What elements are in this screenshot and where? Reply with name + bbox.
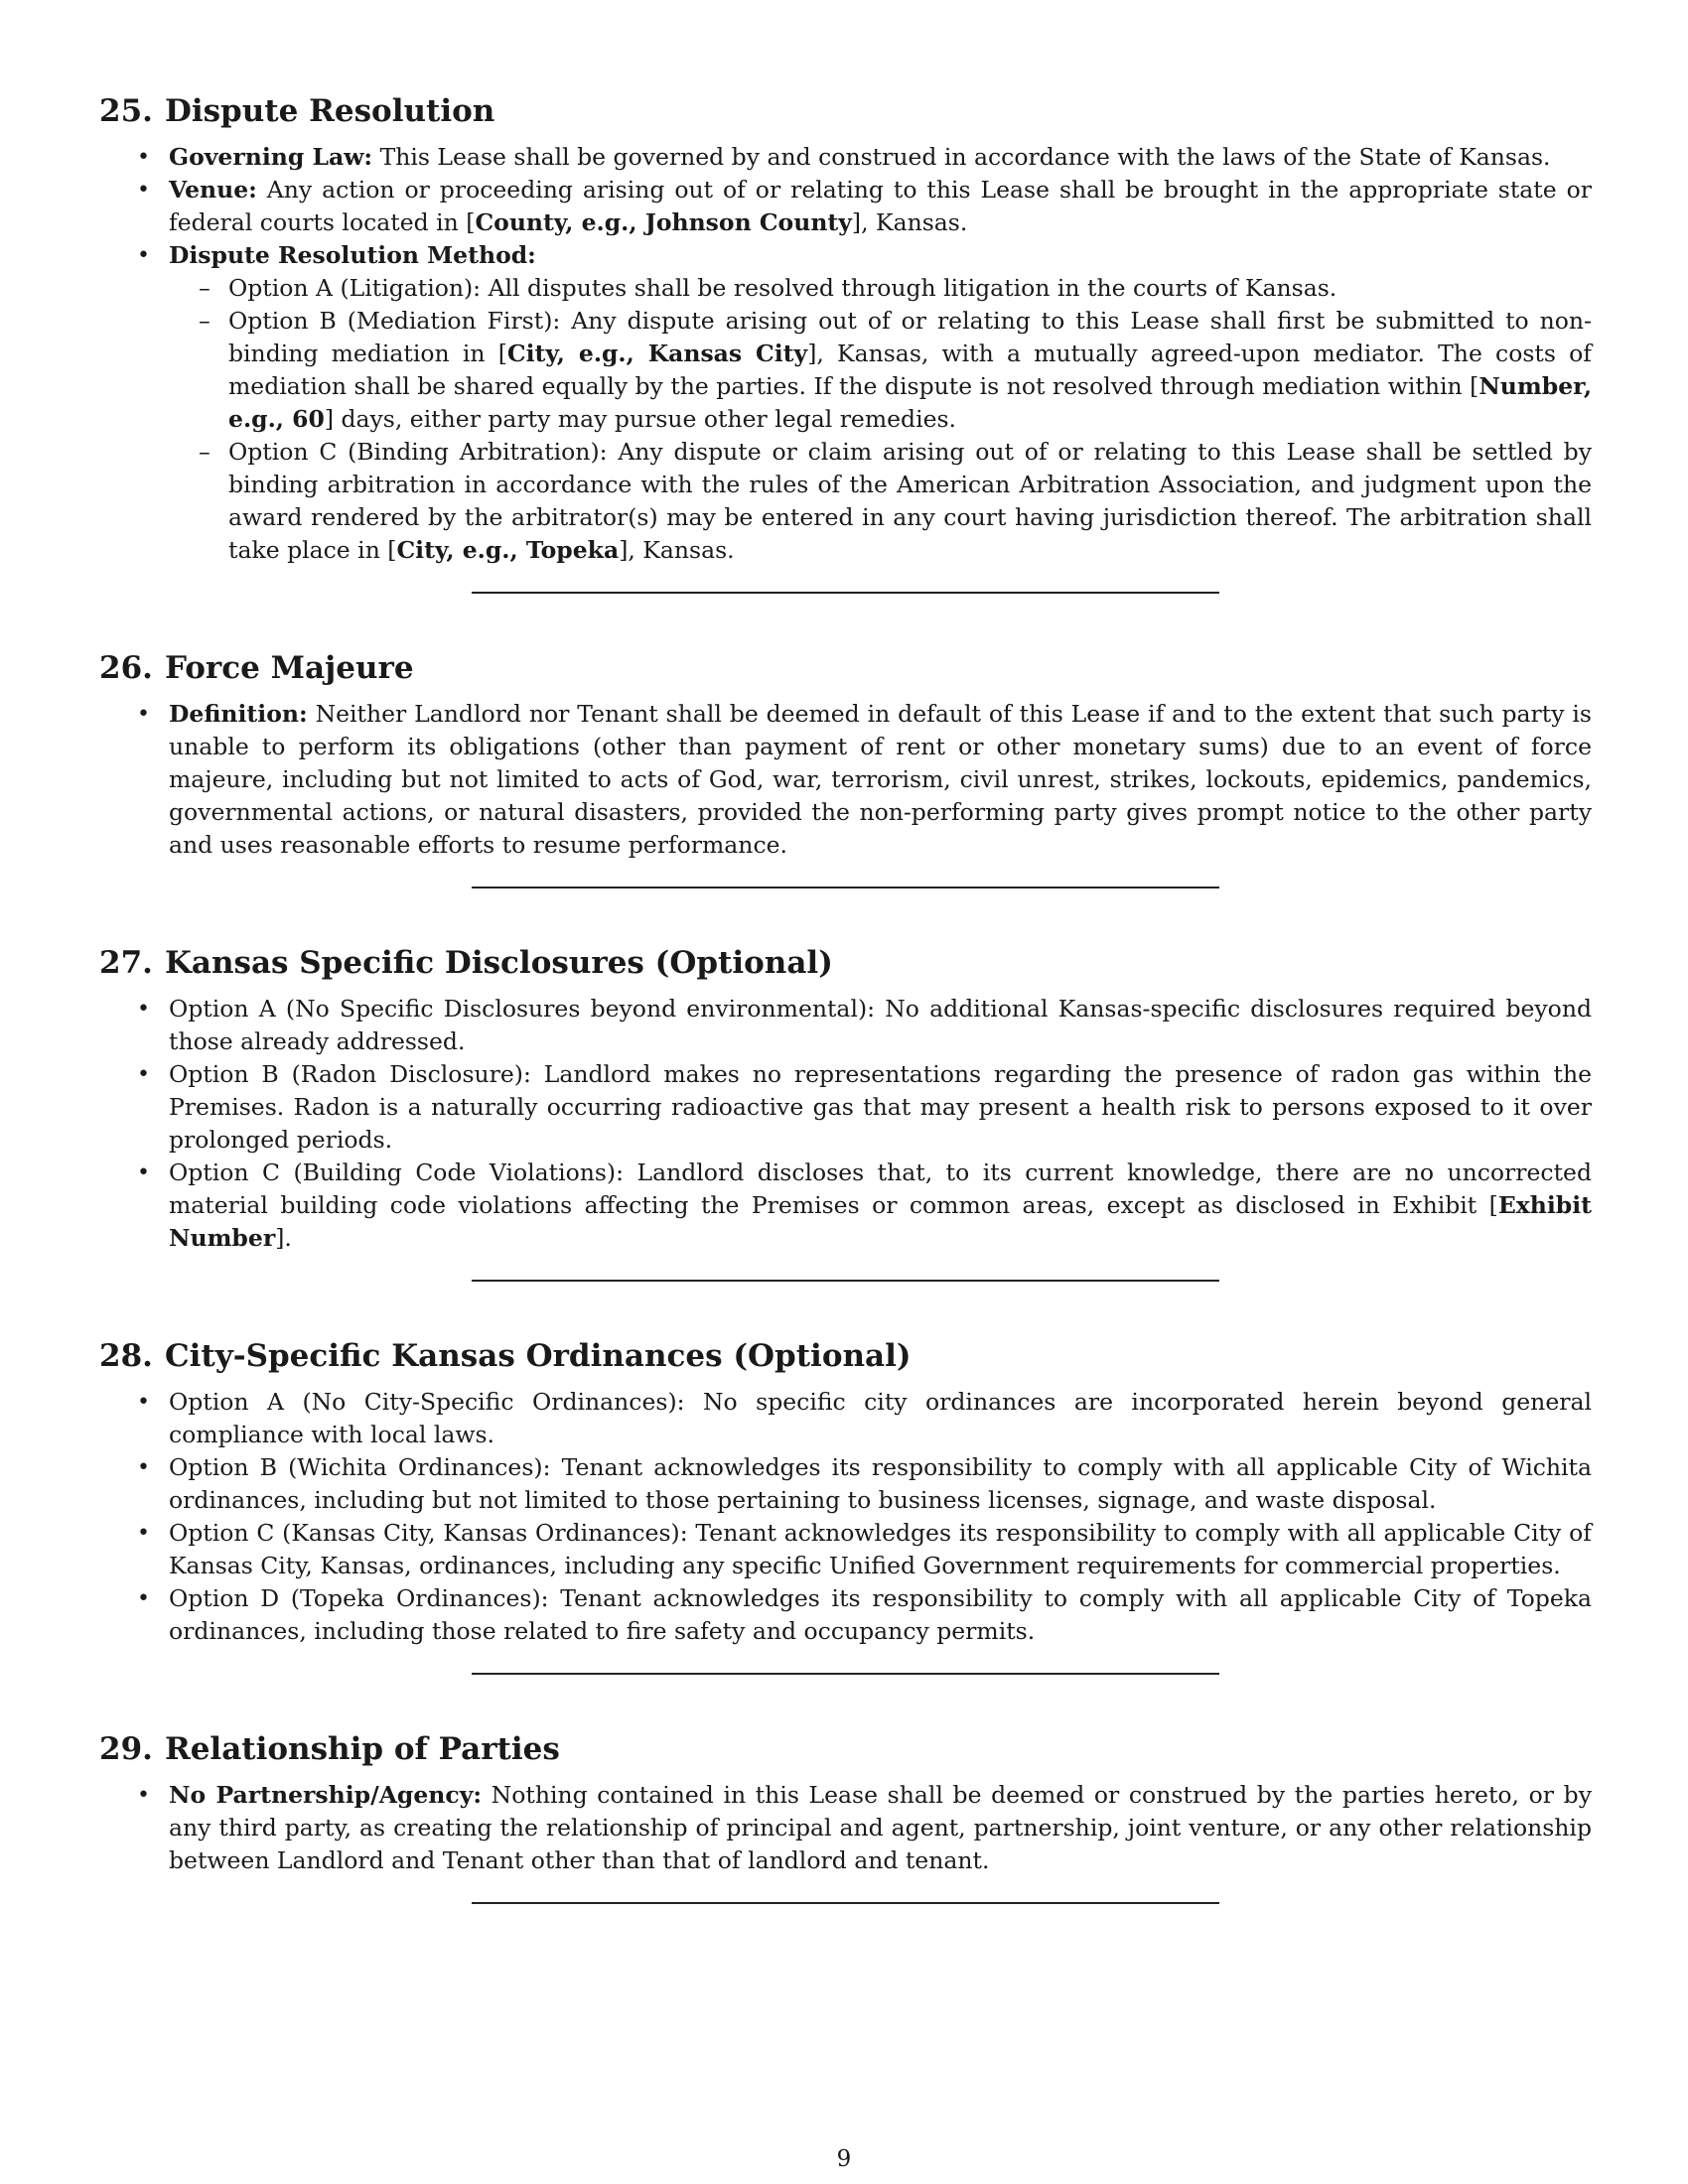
section-divider [472, 887, 1219, 888]
list-item: • Option A (No Specific Disclosures beyond environmental): No additional Kansas-specific disclosures required beyond those already addressed. [99, 993, 1592, 1058]
section-divider [472, 1280, 1219, 1282]
page-content [99, 91, 1592, 1904]
list-item: • Dispute Resolution Method: – Option A (Litigation): All disputes shall be resolved through litigation in the courts of Kansas. – Option B (Mediation First): Any dispute arising out of or relating to this Lease shall first be submitted to non-binding mediation in [City, e.g., Kansas City], Kansas, with a mutually agreed-upon mediator. The costs of mediation shall be shared equally by the parties. If the dispute is not resolved through mediation within [Number, e.g., 60] days, either party may pursue other legal remedies. – Option C (Binding Arbitration): Any dispute or claim arising out of or relating to this Lease shall be settled by binding arbitration in accordance with the rules of the American Arbitration Association, and judgment upon the award rendered by the arbitrator(s) may be entered in any court having jurisdiction thereof. The arbitration shall take place in [City, e.g., Topeka], Kansas. [99, 239, 1592, 567]
section-heading: 27. Kansas Specific Disclosures (Optional) [99, 945, 833, 981]
list-item: • Option C (Kansas City, Kansas Ordinances): Tenant acknowledges its responsibility to comply with all applicable City of Kansas City, Kansas, ordinances, including any specific Unified Government requirements for commercial properties. [99, 1517, 1592, 1582]
list-item: • Option C (Building Code Violations): Landlord discloses that, to its current knowledge, there are no uncorrected material building code violations affecting the Premises or common areas, except as disclosed in Exhibit [Exhibit Number]. [99, 1157, 1592, 1255]
list-item: • Option D (Topeka Ordinances): Tenant acknowledges its responsibility to comply with all applicable City of Topeka ordinances, including those related to fire safety and occupancy permits. [99, 1582, 1592, 1648]
sub-list-item: – Option A (Litigation): All disputes shall be resolved through litigation in the courts of Kansas. [169, 272, 1592, 305]
section-divider [472, 1673, 1219, 1675]
list-item: • Option A (No City-Specific Ordinances): No specific city ordinances are incorporated herein beyond general compliance with local laws. [99, 1386, 1592, 1451]
list-item: • No Partnership/Agency: Nothing contained in this Lease shall be deemed or construed by the parties hereto, or by any third party, as creating the relationship of principal and agent, partnership, joint venture, or any other relationship between Landlord and Tenant other than that of landlord and tenant. [99, 1779, 1592, 1877]
bullet-list [99, 993, 1592, 1255]
list-item: • Option B (Radon Disclosure): Landlord makes no representations regarding the presence of radon gas within the Premises. Radon is a naturally occurring radioactive gas that may present a health risk to persons exposed to it over prolonged periods. [99, 1058, 1592, 1157]
section-divider [472, 1902, 1219, 1904]
section-relationship-of-parties [99, 1729, 1592, 1904]
section-kansas-disclosures [99, 943, 1592, 1282]
sub-list-item: – Option C (Binding Arbitration): Any dispute or claim arising out of or relating to this Lease shall be settled by binding arbitration in accordance with the rules of the American Arbitration Association, and judgment upon the award rendered by the arbitrator(s) may be entered in any court having jurisdiction thereof. The arbitration shall take place in [City, e.g., Topeka], Kansas. [169, 436, 1592, 567]
page-number: 9 [836, 2146, 852, 2172]
list-item: • Governing Law: This Lease shall be governed by and construed in accordance with the laws of the State of Kansas. [99, 141, 1592, 174]
list-item: • Option B (Wichita Ordinances): Tenant acknowledges its responsibility to comply with all applicable City of Wichita ordinances, including but not limited to those pertaining to business licenses, signage, and waste disposal. [99, 1451, 1592, 1517]
section-heading: 26. Force Majeure [99, 650, 414, 686]
bullet-list [99, 1386, 1592, 1648]
list-item: • Venue: Any action or proceeding arising out of or relating to this Lease shall be brought in the appropriate state or federal courts located in [County, e.g., Johnson County], Kansas. [99, 174, 1592, 239]
bullet-list [99, 1779, 1592, 1877]
bullet-list [99, 141, 1592, 567]
section-city-ordinances [99, 1336, 1592, 1675]
list-item: • Definition: Neither Landlord nor Tenant shall be deemed in default of this Lease if and to the extent that such party is unable to perform its obligations (other than payment of rent or other monetary sums) due to an event of force majeure, including but not limited to acts of God, war, terrorism, civil unrest, strikes, lockouts, epidemics, pandemics, governmental actions, or natural disasters, provided the non-performing party gives prompt notice to the other party and uses reasonable efforts to resume performance. [99, 698, 1592, 862]
section-heading: 25. Dispute Resolution [99, 93, 495, 129]
section-heading: 29. Relationship of Parties [99, 1731, 560, 1767]
section-dispute-resolution [99, 91, 1592, 594]
sub-list-item: – Option B (Mediation First): Any dispute arising out of or relating to this Lease shall first be submitted to non-binding mediation in [City, e.g., Kansas City], Kansas, with a mutually agreed-upon mediator. The costs of mediation shall be shared equally by the parties. If the dispute is not resolved through mediation within [Number, e.g., 60] days, either party may pursue other legal remedies. [169, 305, 1592, 436]
bullet-list [99, 698, 1592, 862]
sub-list [169, 272, 1592, 567]
section-heading: 28. City-Specific Kansas Ordinances (Optional) [99, 1338, 912, 1374]
section-divider [472, 592, 1219, 594]
section-force-majeure [99, 648, 1592, 888]
